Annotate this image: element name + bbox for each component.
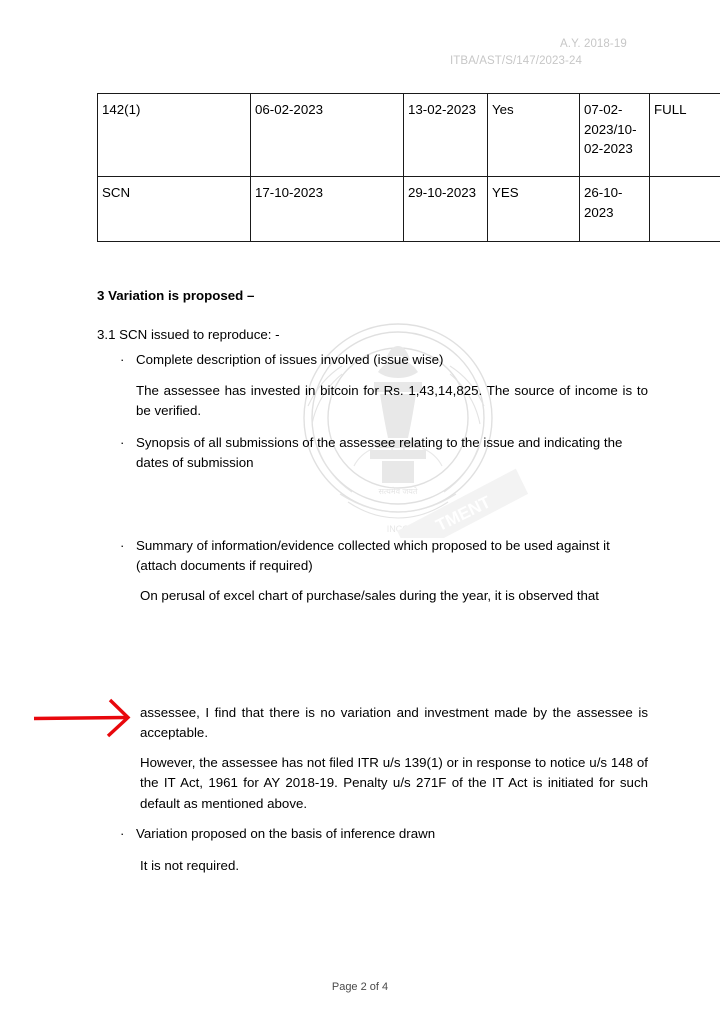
clause-3-1: 3.1 SCN issued to reproduce: -	[97, 327, 280, 342]
bullet-glyph-icon: ·	[120, 352, 125, 367]
bullet-4-body-text: It is not required.	[140, 858, 240, 873]
watermark-banner-text: TMENT	[432, 492, 494, 536]
cell-issue-date: 17-10-2023	[251, 177, 404, 242]
cell-compliance-date: 29-10-2023	[404, 177, 488, 242]
cell-response: Yes	[488, 94, 580, 177]
bullet-glyph-icon: ·	[120, 826, 125, 841]
bullet-3-label: Summary of information/evidence collected which proposed to be used against it (attach documents if required)	[136, 538, 610, 574]
watermark-ring-text: INCO	[386, 524, 410, 534]
list-item	[120, 824, 648, 844]
bullet-1-label: Complete description of issues involved (issue wise)	[136, 352, 444, 367]
red-arrow-annotation-icon	[28, 694, 138, 744]
notice-compliance-table	[97, 93, 720, 242]
table-row	[98, 177, 720, 242]
cell-remark: FULL	[650, 94, 720, 177]
cell-notice-type: SCN	[98, 177, 251, 242]
cell-notice-type: 142(1)	[98, 94, 251, 177]
heading-variation-proposed: 3 Variation is proposed –	[97, 288, 255, 303]
page-footer: Page 2 of 4	[331, 981, 389, 993]
list-item	[120, 350, 648, 370]
cell-response-date: 26-10-2023	[580, 177, 650, 242]
bullet-2-label: Synopsis of all submissions of the assessee relating to the issue and indicating the dates of submission	[136, 435, 623, 471]
list-item	[120, 536, 648, 577]
finding-paragraph: assessee, I find that there is no variation and investment made by the assessee is acceptable.	[140, 705, 648, 741]
cell-response-date: 07-02-2023/10-02-2023	[580, 94, 650, 177]
cell-issue-date: 06-02-2023	[251, 94, 404, 177]
bullet-1-body-text: The assessee has invested in bitcoin for Rs. 1,43,14,825. The source of income is to be verified.	[136, 383, 648, 419]
penalty-paragraph: However, the assessee has not filed ITR u/s 139(1) or in response to notice u/s 148 of the IT Act, 1961 for AY 2018-19. Penalty u/s 271F of the IT Act is initiated for such default as mentioned above.	[140, 755, 648, 811]
watermark-motto: सत्यमेव जयते	[378, 487, 418, 496]
header-assessment-year: A.Y. 2018-19	[560, 38, 627, 50]
bullet-4-label: Variation proposed on the basis of inference drawn	[136, 826, 436, 841]
bullet-glyph-icon: ·	[120, 435, 125, 450]
bullet-glyph-icon: ·	[120, 538, 125, 553]
table-row	[98, 94, 720, 177]
cell-response: YES	[488, 177, 580, 242]
bullet-3-body-text: On perusal of excel chart of purchase/sales during the year, it is observed that	[140, 588, 599, 603]
list-item	[120, 433, 648, 474]
cell-compliance-date: 13-02-2023	[404, 94, 488, 177]
header-document-reference: ITBA/AST/S/147/2023-24	[450, 55, 582, 67]
cell-remark	[650, 177, 720, 242]
